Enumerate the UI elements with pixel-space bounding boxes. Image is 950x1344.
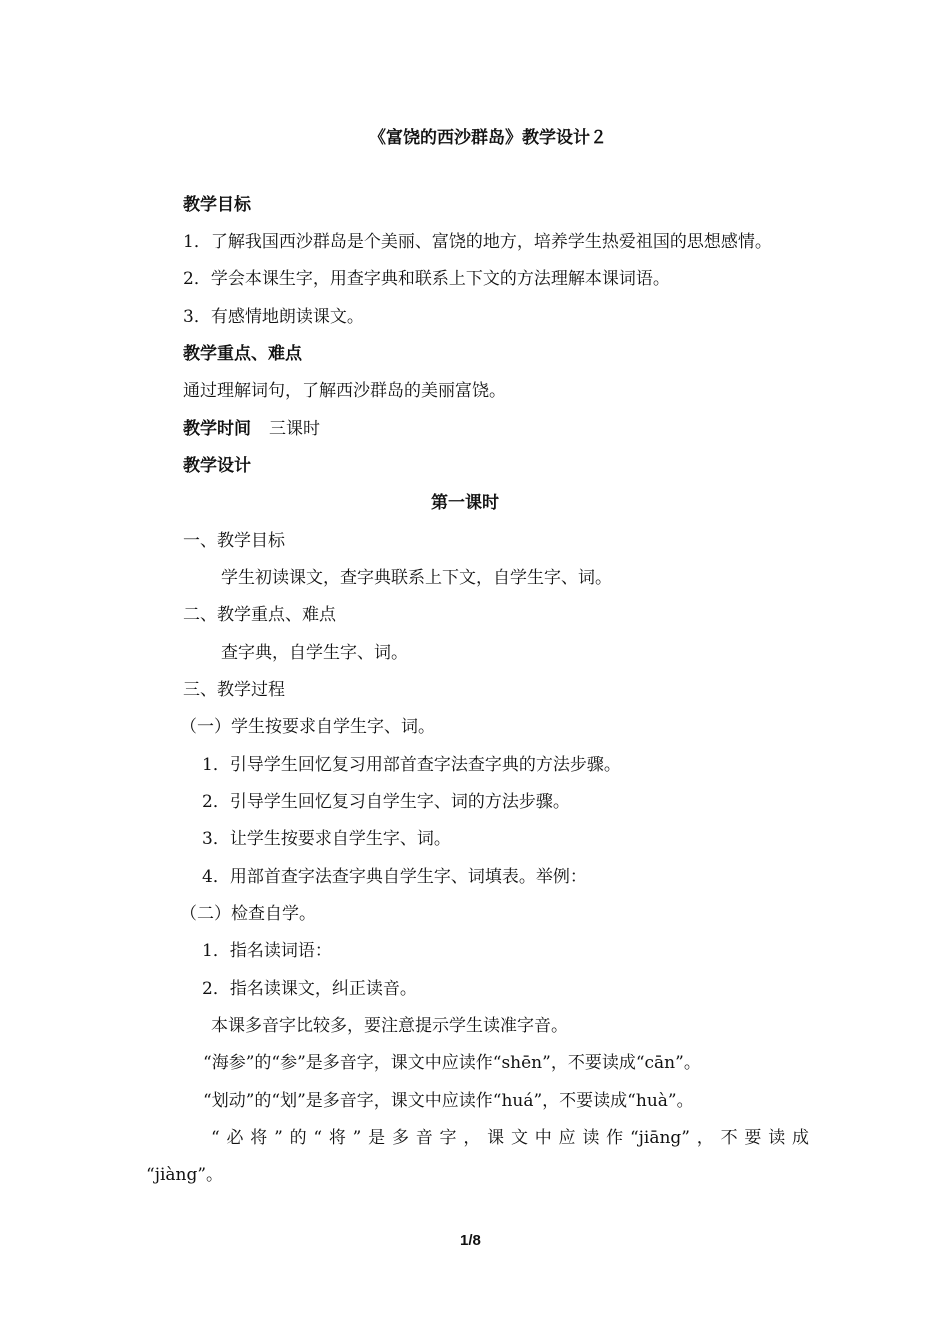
key-points-heading: 教学重点、难点 xyxy=(183,344,302,364)
objective-item: 2．学会本课生字，用查字典和联系上下文的方法理解本课词语。 xyxy=(183,269,670,289)
time-heading: 教学时间 xyxy=(183,419,251,439)
part2-heading: 二、教学重点、难点 xyxy=(183,605,336,625)
objectives-heading: 教学目标 xyxy=(183,195,251,215)
part1-heading: 一、教学目标 xyxy=(183,531,285,551)
step1-item: 1．引导学生回忆复习用部首查字法查字典的方法步骤。 xyxy=(202,755,621,775)
step2-item: 2．指名读课文，纠正读音。 xyxy=(202,979,417,999)
design-heading: 教学设计 xyxy=(183,456,251,476)
step2-heading: （二）检查自学。 xyxy=(180,904,316,924)
pronunciation-note: “划动”的“划”是多音字，课文中应读作“huá”，不要读成“huà”。 xyxy=(203,1091,694,1111)
teaching-time xyxy=(183,418,320,440)
lesson-heading: 第一课时 xyxy=(431,493,499,513)
step2-item: 1．指名读词语： xyxy=(202,941,332,961)
page-separator: / xyxy=(468,1232,473,1249)
step1-item: 4．用部首查字法查字典自学生字、词填表。举例： xyxy=(202,867,587,887)
step1-heading: （一）学生按要求自学生字、词。 xyxy=(180,717,435,737)
document-title: 《富饶的西沙群岛》教学设计２ xyxy=(369,128,607,148)
step1-item: 2．引导学生回忆复习自学生字、词的方法步骤。 xyxy=(202,792,570,812)
objective-item: 1．了解我国西沙群岛是个美丽、富饶的地方，培养学生热爱祖国的思想感情。 xyxy=(183,232,772,252)
part3-heading: 三、教学过程 xyxy=(183,680,285,700)
page-indicator xyxy=(460,1230,481,1252)
pronunciation-note-continuation: “jiàng”。 xyxy=(146,1165,224,1185)
page-total: 8 xyxy=(472,1232,481,1249)
objective-item: 3．有感情地朗读课文。 xyxy=(183,307,364,327)
step1-item: 3．让学生按要求自学生字、词。 xyxy=(202,829,451,849)
time-value: 三课时 xyxy=(269,419,320,439)
part2-text: 查字典，自学生字、词。 xyxy=(221,643,408,663)
page-number: 1 xyxy=(460,1232,469,1249)
pronunciation-note-justified: “必将”的“将”是多音字，课文中应读作“jiāng”，不要读成 xyxy=(211,1128,809,1148)
pronunciation-note: 本课多音字比较多，要注意提示学生读准字音。 xyxy=(211,1016,568,1036)
key-points-text: 通过理解词句，了解西沙群岛的美丽富饶。 xyxy=(183,381,506,401)
pronunciation-note: “海参”的“参”是多音字，课文中应读作“shēn”，不要读成“cān”。 xyxy=(203,1053,701,1073)
part1-text: 学生初读课文，查字典联系上下文，自学生字、词。 xyxy=(221,568,612,588)
